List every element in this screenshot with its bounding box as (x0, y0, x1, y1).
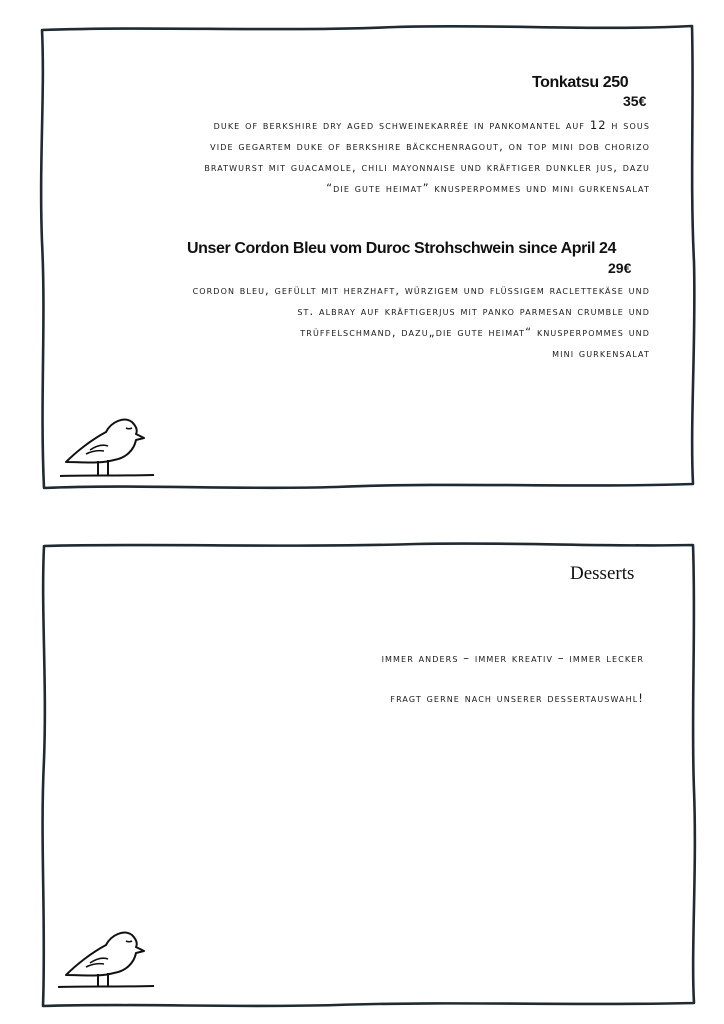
description-line: st. albray auf kräftigerjus mit panko parmesan crumble und (297, 304, 650, 318)
description-line: cordon bleu, gefüllt mit herzhaft, würzigem und flüssigem raclettekäse und (192, 283, 650, 297)
menu-card-desserts (36, 540, 700, 1010)
description-line: duke of berkshire dry aged schweinekarrée in pankomantel auf 12 h sous (213, 118, 650, 132)
dish-price-tonkatsu: 35€ (623, 93, 647, 109)
dessert-tagline: immer anders – immer kreativ – immer lecker (381, 651, 644, 665)
description-line: vide gegartem duke of berkshire bäckchenragout, on top mini dob chorizo (210, 139, 650, 153)
bird-icon (56, 410, 156, 480)
bird-icon (56, 923, 156, 993)
description-line: “die gute heimat” knusperpommes und mini gurkensalat (326, 181, 650, 195)
section-title-desserts: Desserts (570, 563, 635, 584)
dish-title-tonkatsu: Tonkatsu 250 (532, 74, 629, 91)
dish-price-cordon-bleu: 29€ (608, 260, 632, 276)
dessert-note: fragt gerne nach unserer dessertauswahl! (390, 691, 644, 705)
description-line: mini gurkensalat (552, 346, 650, 360)
dish-title-cordon-bleu: Unser Cordon Bleu vom Duroc Strohschwein since April 24 (187, 240, 617, 257)
dish-description-tonkatsu (204, 115, 650, 199)
dish-description-cordon-bleu (193, 280, 650, 364)
description-line: bratwurst mit guacamole, chili mayonnaise und kräftiger dunkler jus, dazu (204, 160, 650, 174)
menu-card-mains (36, 22, 700, 490)
description-line: trüffelschmand, dazu„die gute heimat“ knusperpommes und (300, 325, 650, 339)
